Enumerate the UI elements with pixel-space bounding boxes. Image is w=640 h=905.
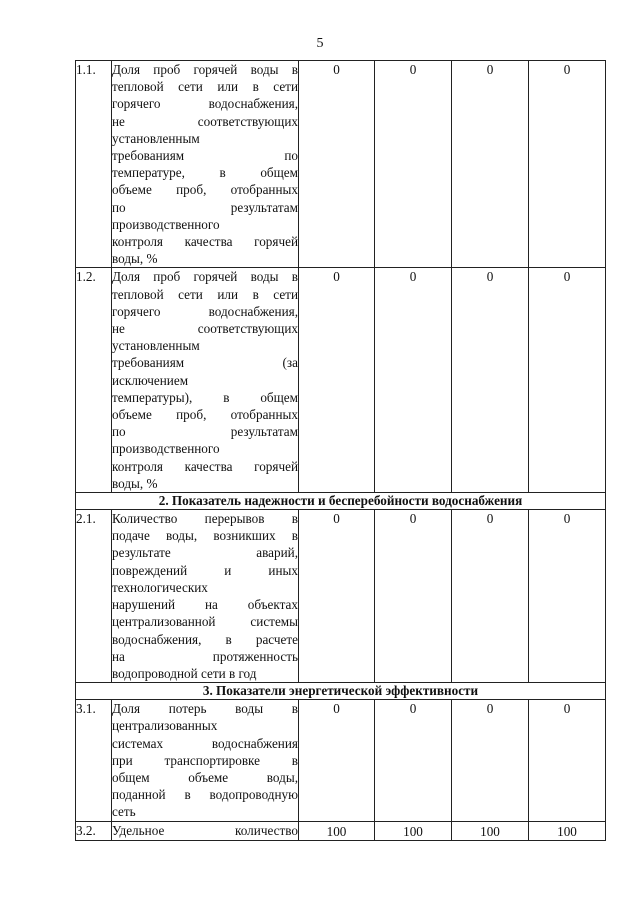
description-line: поданной в водопроводную [112, 787, 298, 803]
description-line: сеть [112, 804, 136, 820]
indicator-value-year-4: 100 [529, 821, 606, 840]
indicator-value-year-1: 100 [299, 821, 375, 840]
description-line: установленным [112, 130, 200, 146]
description-line: централизованной системы [112, 614, 298, 630]
indicator-description [112, 268, 299, 493]
page-number: 5 [316, 36, 324, 51]
table-row [76, 268, 606, 493]
description-line: по результатам [112, 199, 298, 215]
description-line: исключением [112, 372, 189, 388]
row-number: 1.2. [76, 268, 112, 493]
section-title: 3. Показатели энергетической эффективности [76, 683, 606, 700]
description-line: тепловой сети или в сети [112, 79, 298, 95]
description-line: системах водоснабжения [112, 735, 298, 751]
indicator-description [112, 61, 299, 268]
row-number: 1.1. [76, 61, 112, 268]
section-header-row [76, 493, 606, 510]
indicator-value-year-4: 0 [529, 61, 606, 268]
description-line: производственного [112, 216, 220, 232]
description-line: горячего водоснабжения, [112, 96, 298, 112]
indicator-value-year-1: 0 [299, 61, 375, 268]
description-line: подаче воды, возникших в [112, 528, 298, 544]
indicator-value-year-2: 100 [375, 821, 452, 840]
table-row [76, 61, 606, 268]
section-title: 2. Показатель надежности и бесперебойности водоснабжения [76, 493, 606, 510]
description-line: горячего водоснабжения, [112, 303, 298, 319]
indicator-value-year-1: 0 [299, 268, 375, 493]
indicator-value-year-3: 0 [452, 268, 529, 493]
section-header-row [76, 683, 606, 700]
description-line: технологических [112, 579, 208, 595]
description-line: температуре, в общем [112, 165, 298, 181]
indicator-value-year-1: 0 [299, 700, 375, 821]
row-number: 3.2. [76, 821, 112, 840]
description-line: требованиям (за [112, 355, 298, 371]
description-line: Доля проб горячей воды в [112, 269, 298, 285]
indicator-value-year-4: 0 [529, 700, 606, 821]
description-line: не соответствующих [112, 321, 298, 337]
table-row [76, 700, 606, 821]
indicator-description [112, 510, 299, 683]
indicator-value-year-3: 0 [452, 510, 529, 683]
description-line: при транспортировке в [112, 752, 298, 768]
indicator-value-year-3: 100 [452, 821, 529, 840]
description-line: централизованных [112, 718, 218, 734]
description-line: повреждений и иных [112, 562, 298, 578]
indicators-table [75, 60, 606, 841]
indicator-value-year-3: 0 [452, 61, 529, 268]
description-line: на протяженность [112, 648, 298, 664]
table-row [76, 510, 606, 683]
description-line: по результатам [112, 424, 298, 440]
description-line: Количество перерывов в [112, 511, 298, 527]
indicator-value-year-4: 0 [529, 510, 606, 683]
indicator-value-year-2: 0 [375, 510, 452, 683]
description-line: не соответствующих [112, 113, 298, 129]
description-line: контроля качества горячей [112, 458, 298, 474]
indicator-value-year-2: 0 [375, 700, 452, 821]
description-line: нарушений на объектах [112, 597, 298, 613]
description-line: водоснабжения, в расчете [112, 631, 298, 647]
description-line: Доля потерь воды в [112, 701, 298, 717]
indicator-value-year-2: 0 [375, 61, 452, 268]
indicator-value-year-4: 0 [529, 268, 606, 493]
description-line: воды, % [112, 475, 158, 491]
row-number: 2.1. [76, 510, 112, 683]
indicator-description [112, 700, 299, 821]
indicator-value-year-3: 0 [452, 700, 529, 821]
description-line: контроля качества горячей [112, 234, 298, 250]
description-line: водопроводной сети в год [112, 665, 257, 681]
description-line: требованиям по [112, 148, 298, 164]
description-line: производственного [112, 441, 220, 457]
indicator-value-year-2: 0 [375, 268, 452, 493]
description-line: объеме проб, отобранных [112, 182, 298, 198]
description-line: установленным [112, 338, 200, 354]
description-line: объеме проб, отобранных [112, 407, 298, 423]
description-line: тепловой сети или в сети [112, 286, 298, 302]
indicator-value-year-1: 0 [299, 510, 375, 683]
table-row [76, 821, 606, 840]
description-line: общем объеме воды, [112, 769, 298, 785]
description-line: результате аварий, [112, 545, 298, 561]
description-line: Доля проб горячей воды в [112, 62, 298, 77]
description-line: температуры), в общем [112, 389, 298, 405]
row-number: 3.1. [76, 700, 112, 821]
description-line: воды, % [112, 251, 158, 267]
description-line: Удельное количество [112, 822, 298, 838]
indicator-description [112, 821, 299, 840]
